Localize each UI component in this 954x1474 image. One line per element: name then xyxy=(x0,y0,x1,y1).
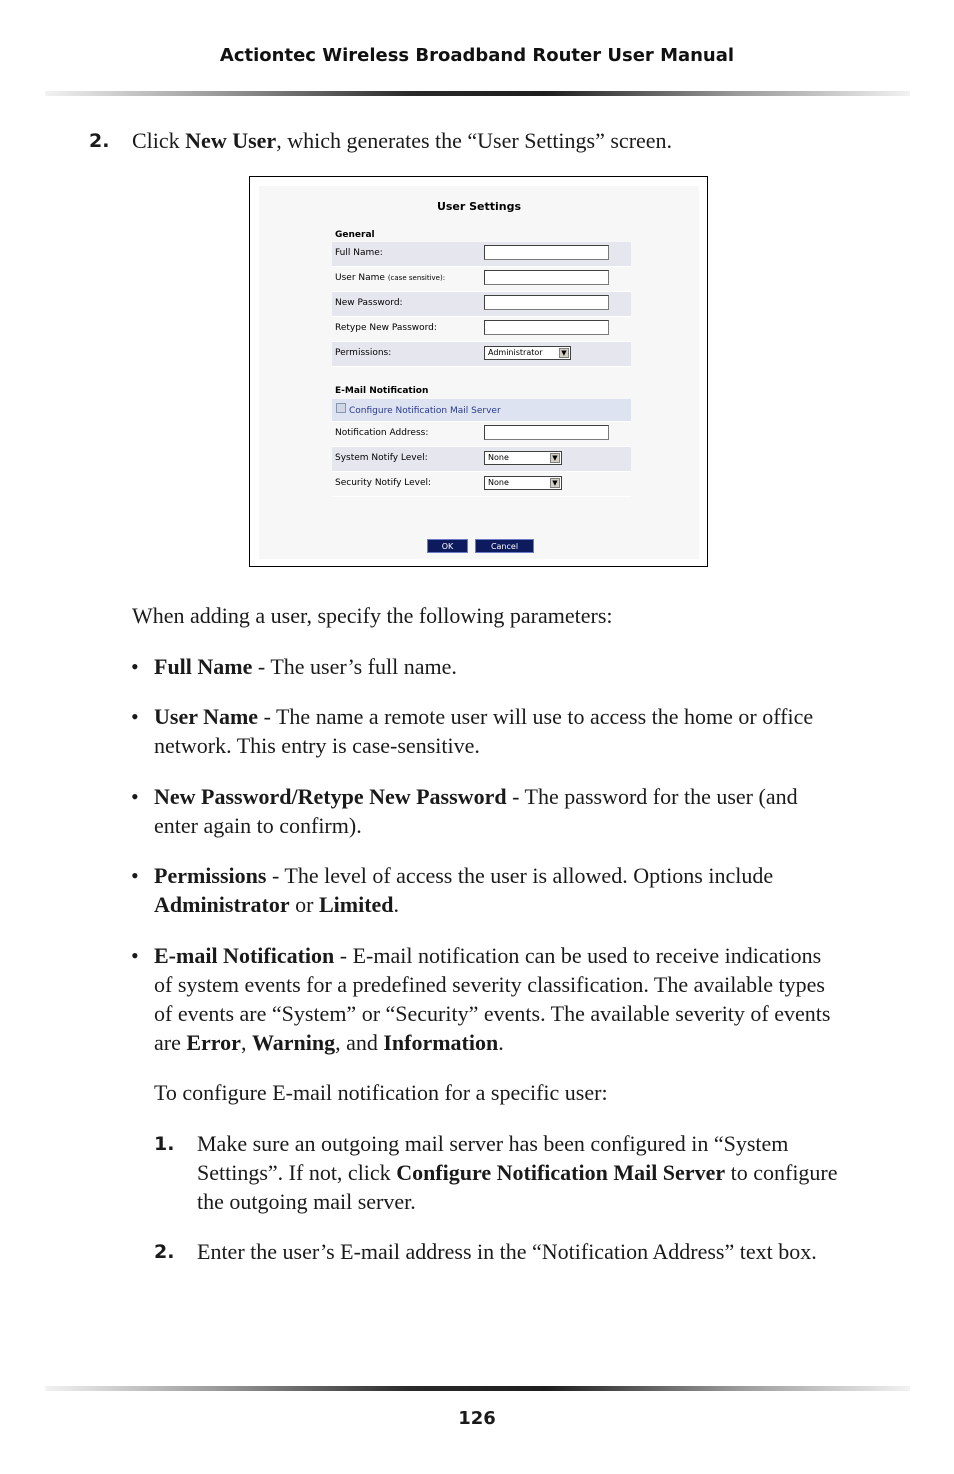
notification-address-label: Notification Address: xyxy=(335,428,429,438)
email-notification-table xyxy=(332,399,631,497)
bullet-term: E-mail Notification xyxy=(154,943,335,968)
bullet-line: of events are “System” or “Security” events. The available severity of events xyxy=(154,1001,831,1026)
bullet-desc: - The name a remote user will use to access the home or office xyxy=(258,704,814,729)
step-2-prefix: Click xyxy=(132,128,186,153)
system-notify-select-value: None xyxy=(488,453,509,462)
substep-2-text: Enter the user’s E-mail address in the “Notification Address” text box. xyxy=(197,1239,817,1264)
bullet-desc: - The user’s full name. xyxy=(252,654,457,679)
user-name-input[interactable] xyxy=(484,270,609,285)
step-number: 2. xyxy=(89,130,110,152)
separator: , xyxy=(240,1030,252,1055)
email-notification-heading: E-Mail Notification xyxy=(335,386,429,396)
bullet-line: network. This entry is case-sensitive. xyxy=(154,733,480,758)
bullet-dot: • xyxy=(131,863,139,888)
permissions-select-value: Administrator xyxy=(488,348,543,357)
user-name-row xyxy=(332,267,631,292)
bullet-user-name xyxy=(154,702,884,760)
user-settings-panel xyxy=(259,186,699,559)
general-heading: General xyxy=(335,230,375,240)
period: . xyxy=(393,892,400,917)
substep-prefix: Settings”. If not, click xyxy=(197,1160,397,1185)
bullet-line xyxy=(154,782,884,811)
configure-mail-server-link[interactable]: Configure Notification Mail Server xyxy=(349,406,501,416)
retype-password-row xyxy=(332,317,631,342)
bullet-permissions xyxy=(154,861,884,919)
security-notify-select[interactable] xyxy=(484,476,562,490)
retype-password-input[interactable] xyxy=(484,320,609,335)
permissions-row xyxy=(332,342,631,367)
bullet-desc: - E-mail notification can be used to receive indications xyxy=(334,943,822,968)
user-name-label-hint: (case sensitive): xyxy=(387,274,446,282)
ok-button[interactable]: OK xyxy=(427,539,468,553)
substep-1-text xyxy=(197,1129,897,1216)
bullet-line xyxy=(154,861,884,890)
footer-rule xyxy=(45,1386,910,1391)
security-notify-label: Security Notify Level: xyxy=(335,478,432,488)
bullet-dot: • xyxy=(131,943,139,968)
new-password-label: New Password: xyxy=(335,298,403,308)
manual-header-title: Actiontec Wireless Broadband Router User Manual xyxy=(219,45,735,66)
new-password-input[interactable] xyxy=(484,295,609,310)
severity-information: Information xyxy=(383,1030,499,1055)
retype-password-label: Retype New Password: xyxy=(335,323,437,333)
severity-warning: Warning xyxy=(251,1030,336,1055)
bullet-line xyxy=(154,1028,894,1057)
separator: , and xyxy=(335,1030,384,1055)
substep-suffix: to configure xyxy=(725,1160,838,1185)
mail-server-icon xyxy=(336,403,346,413)
header-rule xyxy=(45,91,910,96)
substep-number: 2. xyxy=(154,1241,175,1263)
substep-line: Make sure an outgoing mail server has been configured in “System xyxy=(197,1131,789,1156)
full-name-input[interactable] xyxy=(484,245,609,260)
system-notify-label: System Notify Level: xyxy=(335,453,428,463)
line-prefix: are xyxy=(154,1030,187,1055)
step-2-suffix: , which generates the “User Settings” screen. xyxy=(276,128,673,153)
bullet-line xyxy=(154,702,884,731)
user-settings-screenshot xyxy=(249,176,708,567)
user-name-label xyxy=(335,273,445,283)
bullet-line xyxy=(154,890,884,919)
full-name-row xyxy=(332,242,631,267)
or-text: or xyxy=(289,892,319,917)
bullet-desc: - The level of access the user is allowed. Options include xyxy=(266,863,774,888)
bullet-desc: - The password for the user (and xyxy=(506,784,798,809)
configure-mail-server-term: Configure Notification Mail Server xyxy=(396,1160,726,1185)
security-notify-select-value: None xyxy=(488,478,509,487)
bullet-email-notification xyxy=(154,941,894,1057)
bullet-password xyxy=(154,782,884,840)
notification-address-input[interactable] xyxy=(484,425,609,440)
bullet-dot: • xyxy=(131,784,139,809)
chevron-down-icon[interactable]: ▼ xyxy=(559,348,569,358)
substep-line xyxy=(197,1158,897,1187)
bullet-full-name xyxy=(154,652,874,681)
period: . xyxy=(498,1030,504,1055)
permissions-label: Permissions: xyxy=(335,348,392,358)
security-notify-row xyxy=(332,472,631,497)
notification-address-row xyxy=(332,422,631,447)
bullet-line xyxy=(154,941,894,970)
parameters-intro: When adding a user, specify the following parameters: xyxy=(132,603,613,628)
bullet-dot: • xyxy=(131,704,139,729)
bullet-term: User Name xyxy=(154,704,259,729)
bullet-term: Permissions xyxy=(154,863,267,888)
step-2-bold: New User xyxy=(185,128,277,153)
bullet-line: of system events for a predefined severity classification. The available types xyxy=(154,972,825,997)
user-name-label-main: User Name xyxy=(335,273,385,283)
user-settings-title: User Settings xyxy=(436,200,522,213)
option-administrator: Administrator xyxy=(154,892,290,917)
configure-mail-server-row xyxy=(332,399,631,422)
permissions-select[interactable] xyxy=(484,346,571,360)
chevron-down-icon[interactable]: ▼ xyxy=(550,453,560,463)
new-password-row xyxy=(332,292,631,317)
severity-error: Error xyxy=(186,1030,241,1055)
page-number: 126 xyxy=(458,1408,496,1429)
full-name-label: Full Name: xyxy=(335,248,383,258)
configure-intro: To configure E-mail notification for a specific user: xyxy=(154,1080,608,1105)
substep-line: the outgoing mail server. xyxy=(197,1189,416,1214)
general-table xyxy=(332,242,631,367)
system-notify-select[interactable] xyxy=(484,451,562,465)
bullet-term: Full Name xyxy=(154,654,253,679)
cancel-button[interactable]: Cancel xyxy=(475,539,534,553)
substep-number: 1. xyxy=(154,1133,175,1155)
option-limited: Limited xyxy=(318,892,394,917)
system-notify-row xyxy=(332,447,631,472)
bullet-dot: • xyxy=(131,654,139,679)
chevron-down-icon[interactable]: ▼ xyxy=(550,478,560,488)
step-2-text xyxy=(132,126,672,155)
bullet-line: enter again to confirm). xyxy=(154,813,362,838)
bullet-term: New Password/Retype New Password xyxy=(154,784,507,809)
